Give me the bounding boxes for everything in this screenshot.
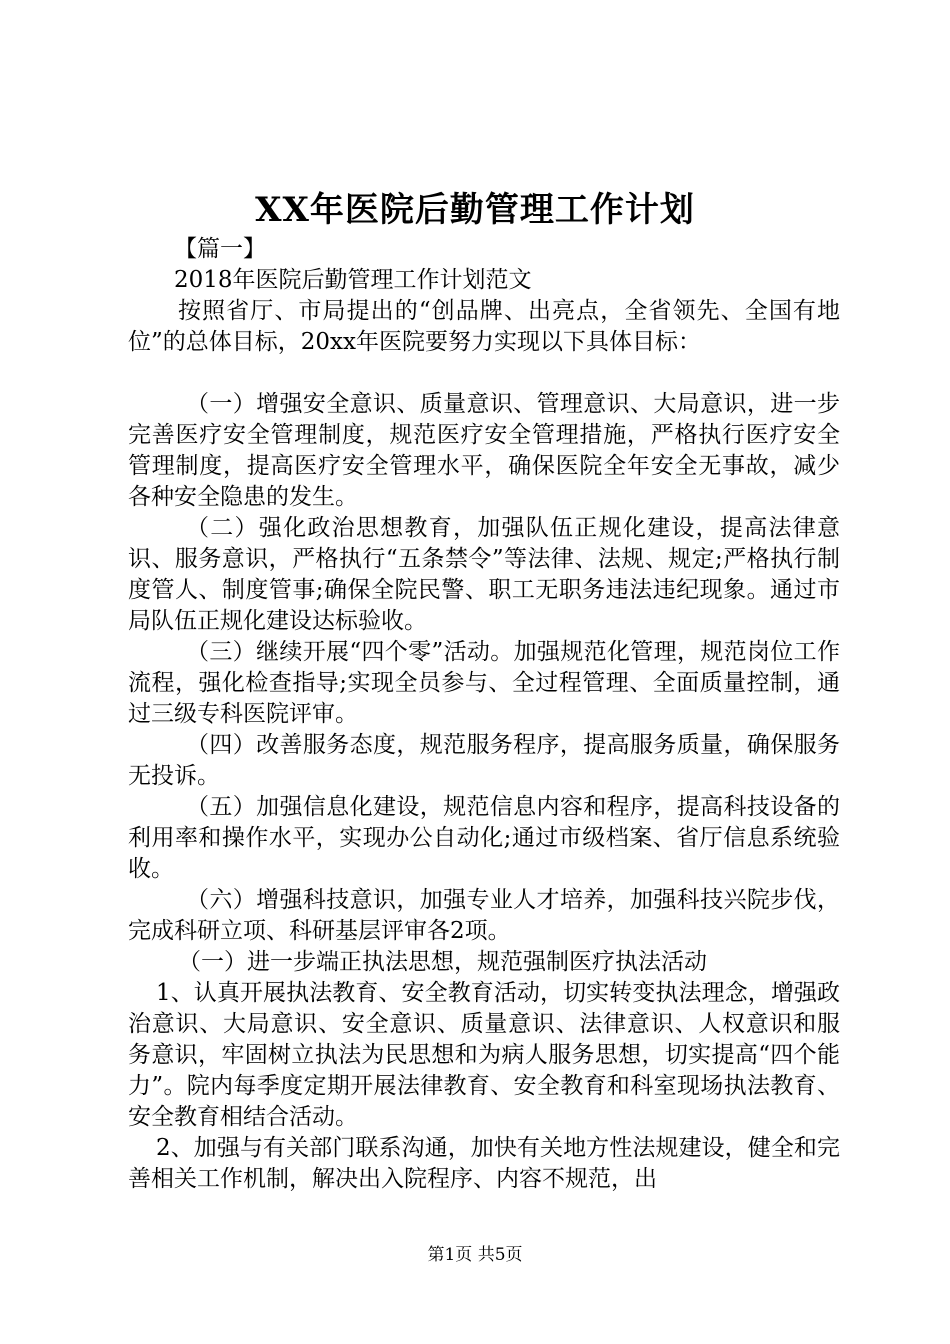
measure-paragraph-1: 1、认真开展执法教育、安全教育活动，切实转变执法理念，增强政治意识、大局意识、安全意识、质量意识、法律意识、人权意识和服务意识，牢固树立执法为民思想和为病人服务思想，切实提高“四个能力”。院内每季度定期开展法律教育、安全教育和科室现场执法教育、安全教育相结合活动。 (128, 980, 840, 1130)
document-body (128, 234, 840, 1195)
document-title: XX年医院后勤管理工作计划 (255, 190, 695, 230)
goal-paragraph-3: （三）继续开展“四个零”活动。加强规范化管理，规范岗位工作流程，强化检查指导;实现全员参与、全过程管理、全面质量控制，通过三级专科医院评审。 (128, 639, 840, 727)
goal-paragraph-2: （二）强化政治思想教育，加强队伍正规化建设，提高法律意识、服务意识，严格执行“五条禁令”等法律、法规、规定;严格执行制度管人、制度管事;确保全院民警、职工无职务违法违纪现象。通过市局队伍正规化建设达标验收。 (128, 515, 840, 634)
goal-paragraph-1: （一）增强安全意识、质量意识、管理意识、大局意识，进一步完善医疗安全管理制度，规范医疗安全管理措施，严格执行医疗安全管理制度，提高医疗安全管理水平，确保医院全年安全无事故，减少各种安全隐患的发生。 (128, 391, 840, 510)
measure-paragraph-2: 2、加强与有关部门联系沟通，加快有关地方性法规建设，健全和完善相关工作机制，解决出入院程序、内容不规范，出 (128, 1135, 840, 1192)
goal-paragraph-5: （五）加强信息化建设，规范信息内容和程序，提高科技设备的利用率和操作水平，实现办公自动化;通过市级档案、省厅信息系统验收。 (128, 794, 840, 882)
page-footer: 第1页 共5页 (427, 1245, 523, 1265)
goal-paragraph-6: （六）增强科技意识，加强专业人才培养，加强科技兴院步伐，完成科研立项、科研基层评审各2项。 (128, 887, 840, 944)
intro-paragraph: 按照省厅、市局提出的“创品牌、出亮点，全省领先、全国有地位”的总体目标，20xx年医院要努力实现以下具体目标： (128, 298, 840, 355)
section-label: 【篇一】 (174, 236, 266, 262)
goal-paragraph-4: （四）改善服务态度，规范服务程序，提高服务质量，确保服务无投诉。 (128, 732, 840, 789)
measure-heading: （一）进一步端正执法思想，规范强制医疗执法活动 (178, 949, 707, 975)
paragraph-gap (128, 358, 840, 389)
document-subtitle: 2018年医院后勤管理工作计划范文 (174, 267, 532, 293)
